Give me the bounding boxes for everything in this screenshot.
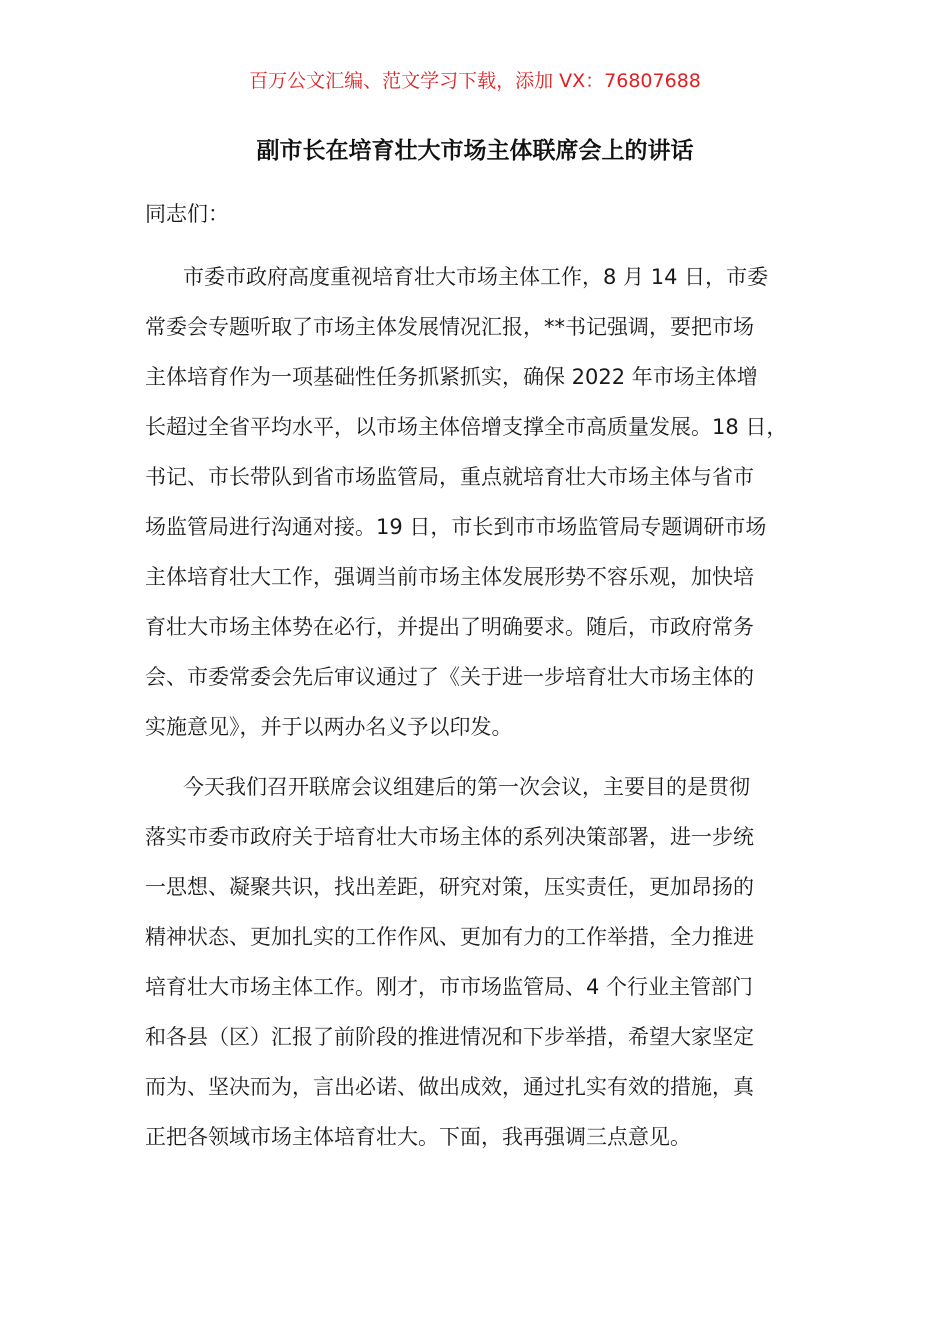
paragraph-line: 长超过全省平均水平，以市场主体倍增支撑全市高质量发展。18 日，: [145, 415, 788, 439]
paragraph-line: 正把各领域市场主体培育壮大。下面，我再强调三点意见。: [145, 1125, 691, 1149]
paragraph-line: 而为、坚决而为，言出必诺、做出成效，通过扎实有效的措施，真: [145, 1075, 754, 1099]
paragraph-line: 会、市委常委会先后审议通过了《关于进一步培育壮大市场主体的: [145, 665, 754, 689]
salutation: 同志们：: [145, 202, 229, 226]
paragraph-line: 主体培育作为一项基础性任务抓紧抓实，确保 2022 年市场主体增: [145, 365, 758, 389]
paragraph-line: 育壮大市场主体势在必行，并提出了明确要求。随后，市政府常务: [145, 615, 754, 639]
paragraph-line: 常委会专题听取了市场主体发展情况汇报，**书记强调，要把市场: [145, 315, 754, 339]
paragraph-line: 和各县（区）汇报了前阶段的推进情况和下步举措，希望大家坚定: [145, 1025, 754, 1049]
paragraph-line: 精神状态、更加扎实的工作作风、更加有力的工作举措，全力推进: [145, 925, 754, 949]
paragraph-line: 场监管局进行沟通对接。19 日，市长到市市场监管局专题调研市场: [145, 515, 767, 539]
paragraph-line: 今天我们召开联席会议组建后的第一次会议，主要目的是贯彻: [183, 775, 750, 799]
watermark-note: 百万公文汇编、范文学习下载，添加 VX：76807688: [249, 70, 701, 92]
paragraph-1: [145, 252, 825, 752]
paragraph-line: 一思想、凝聚共识，找出差距，研究对策，压实责任，更加昂扬的: [145, 875, 754, 899]
paragraph-line: 落实市委市政府关于培育壮大市场主体的系列决策部署，进一步统: [145, 825, 754, 849]
paragraph-line: 实施意见》，并于以两办名义予以印发。: [145, 715, 513, 739]
paragraph-line: 培育壮大市场主体工作。刚才，市市场监管局、4 个行业主管部门: [145, 975, 754, 999]
document-title: 副市长在培育壮大市场主体联席会上的讲话: [256, 138, 694, 164]
paragraph-2: [145, 762, 825, 1162]
paragraph-line: 书记、市长带队到省市场监管局，重点就培育壮大市场主体与省市: [145, 465, 754, 489]
paragraph-line: 市委市政府高度重视培育壮大市场主体工作，8 月 14 日，市委: [183, 265, 769, 289]
paragraph-line: 主体培育壮大工作，强调当前市场主体发展形势不容乐观，加快培: [145, 565, 754, 589]
